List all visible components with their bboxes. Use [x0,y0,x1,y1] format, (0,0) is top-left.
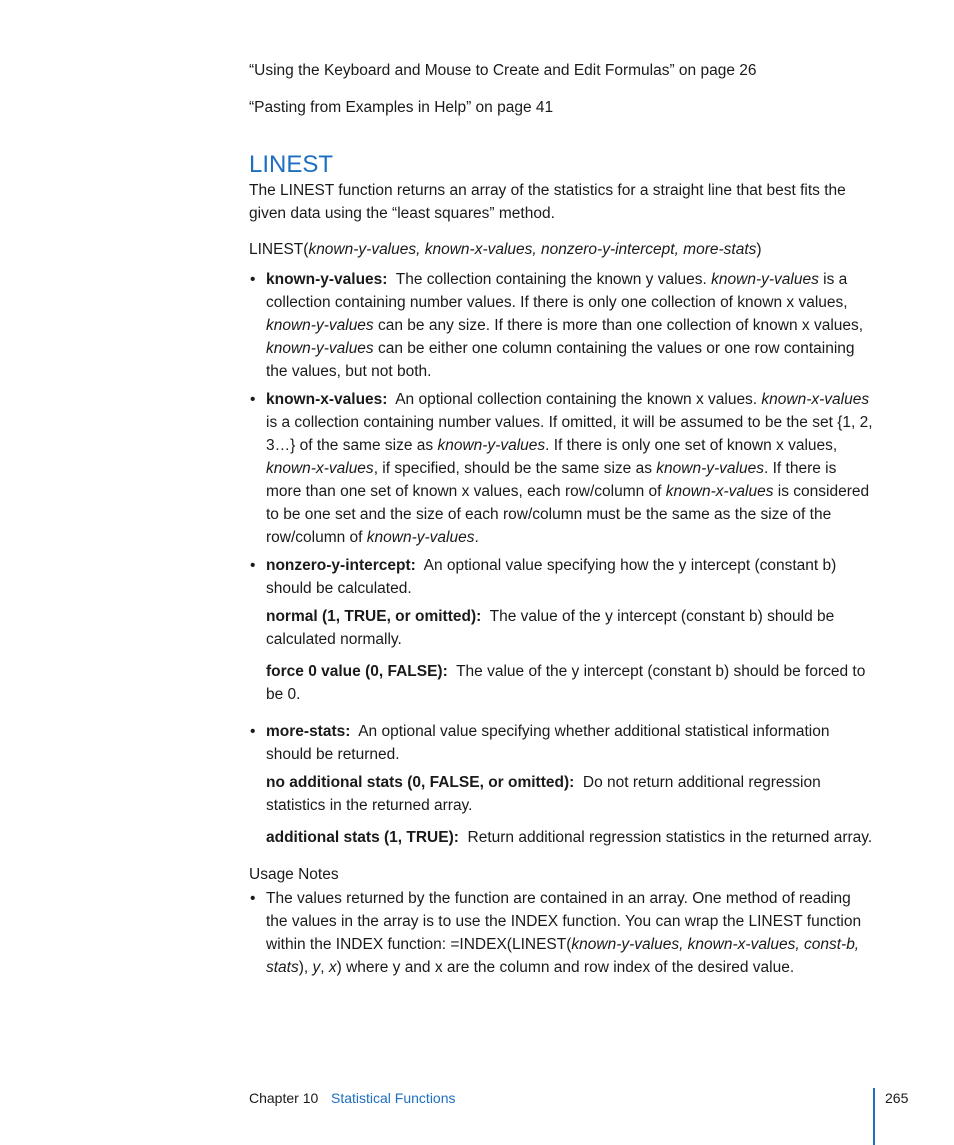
footer-divider [873,1088,875,1145]
option-label: force 0 value (0, FALSE): [266,663,448,680]
argument-more-stats [249,720,874,766]
argument-nonzero-y-intercept-text [266,554,874,600]
italic-run: known-y-values [266,317,374,334]
syntax-arguments: known-y-values, known-x-values, nonzero-y-intercept, more-stats [308,241,757,258]
option-label: no additional stats (0, FALSE, or omitted): [266,774,575,791]
page-number: 265 [885,1090,909,1106]
footer-chapter-title[interactable]: Statistical Functions [331,1090,456,1106]
cross-reference-pasting-examples[interactable]: “Pasting from Examples in Help” on page 41 [249,99,554,116]
text-run: , [320,959,329,976]
text-run: , if specified, should be the same size as [373,460,657,477]
option-label: additional stats (1, TRUE): [266,829,459,846]
text-run: . If there is only one set of known x values, [545,437,838,454]
argument-label: known-y-values: [266,271,388,288]
syntax-open-paren: ( [303,241,309,258]
italic-run: known-y-values [266,340,374,357]
text-run: ), [298,959,313,976]
argument-known-y-values [249,268,874,383]
syntax-function-name: LINEST [249,241,304,258]
italic-run: known-y-values [366,529,475,546]
bullet-dot: • [250,723,256,740]
argument-known-x-values-text [266,388,874,549]
text-run: is a collection containing number values. If there is only one collection of known x values, [266,271,848,311]
italic-run: known-x-values [266,460,374,477]
usage-note [249,887,874,979]
footer-chapter: Chapter 10 [249,1090,319,1106]
italic-run: known-x-values [665,483,774,500]
text-run: Do not return additional regression statistics in the returned array. [266,774,821,814]
text-run: ) where y and x are the column and row index of the desired value. [336,959,795,976]
bullet-dot: • [250,271,256,288]
argument-nonzero-y-intercept [249,554,874,600]
text-run: . [474,529,479,546]
option-normal [249,605,874,651]
text-run: is considered to be one set and the size of each row/column must be the same as the size of the row/column of [266,483,870,546]
option-label: normal (1, TRUE, or omitted): [266,608,482,625]
italic-run: known-y-values [711,271,819,288]
bullet-dot: • [250,391,256,408]
intro-paragraph: The LINEST function returns an array of the statistics for a straight line that best fits the given data using the “least squares” method. [249,182,846,222]
bullet-dot: • [250,557,256,574]
section-heading: LINEST [249,151,334,178]
text-run: Return additional regression statistics in the returned array. [467,829,873,846]
text-run: An optional value specifying how the y intercept (constant b) should be calculated. [266,557,837,597]
option-force-zero [249,660,874,706]
option-no-additional-stats [249,771,874,817]
bullet-dot: • [250,890,256,907]
function-syntax [249,238,874,261]
argument-known-y-values-text [266,268,874,383]
argument-more-stats-text [266,720,874,766]
syntax-close-paren: ) [756,241,762,258]
italic-run: known-y-values [437,437,546,454]
italic-run: known-y-values [656,460,764,477]
text-run: The collection containing the known y values. [395,271,712,288]
option-additional-stats [249,826,874,849]
argument-known-x-values [249,388,874,549]
italic-run: known-x-values [761,391,870,408]
argument-label: more-stats: [266,723,351,740]
page-content [249,59,874,984]
argument-label: known-x-values: [266,391,388,408]
text-run: The value of the y intercept (constant b) should be calculated normally. [266,608,835,648]
usage-note-text [266,887,874,979]
text-run: . If there is more than one set of known x values, each row/column of [266,460,837,500]
text-run: can be either one column containing the values or one row containing the values, but not both. [266,340,855,380]
text-run: The values returned by the function are contained in an array. One method of reading the values in the array is to use the INDEX function. You can wrap the LINEST function within the INDEX function: =INDEX(LINEST( [266,890,862,953]
cross-reference-keyboard-mouse[interactable]: “Using the Keyboard and Mouse to Create and Edit Formulas” on page 26 [249,62,757,79]
text-run: is a collection containing number values. If omitted, it will be assumed to be the set {1, 2, 3…} of the same size as [266,414,873,454]
text-run: An optional value specifying whether additional statistical information should be returned. [266,723,830,763]
argument-label: nonzero-y-intercept: [266,557,416,574]
text-run: can be any size. If there is more than one collection of known x values, [373,317,864,334]
italic-run: x [328,959,337,976]
italic-run: y [312,959,321,976]
italic-run: known-y-values, known-x-values, const-b, stats [266,936,860,976]
text-run: An optional collection containing the known x values. [395,391,762,408]
usage-notes-heading: Usage Notes [249,866,339,883]
text-run: The value of the y intercept (constant b) should be forced to be 0. [266,663,866,703]
